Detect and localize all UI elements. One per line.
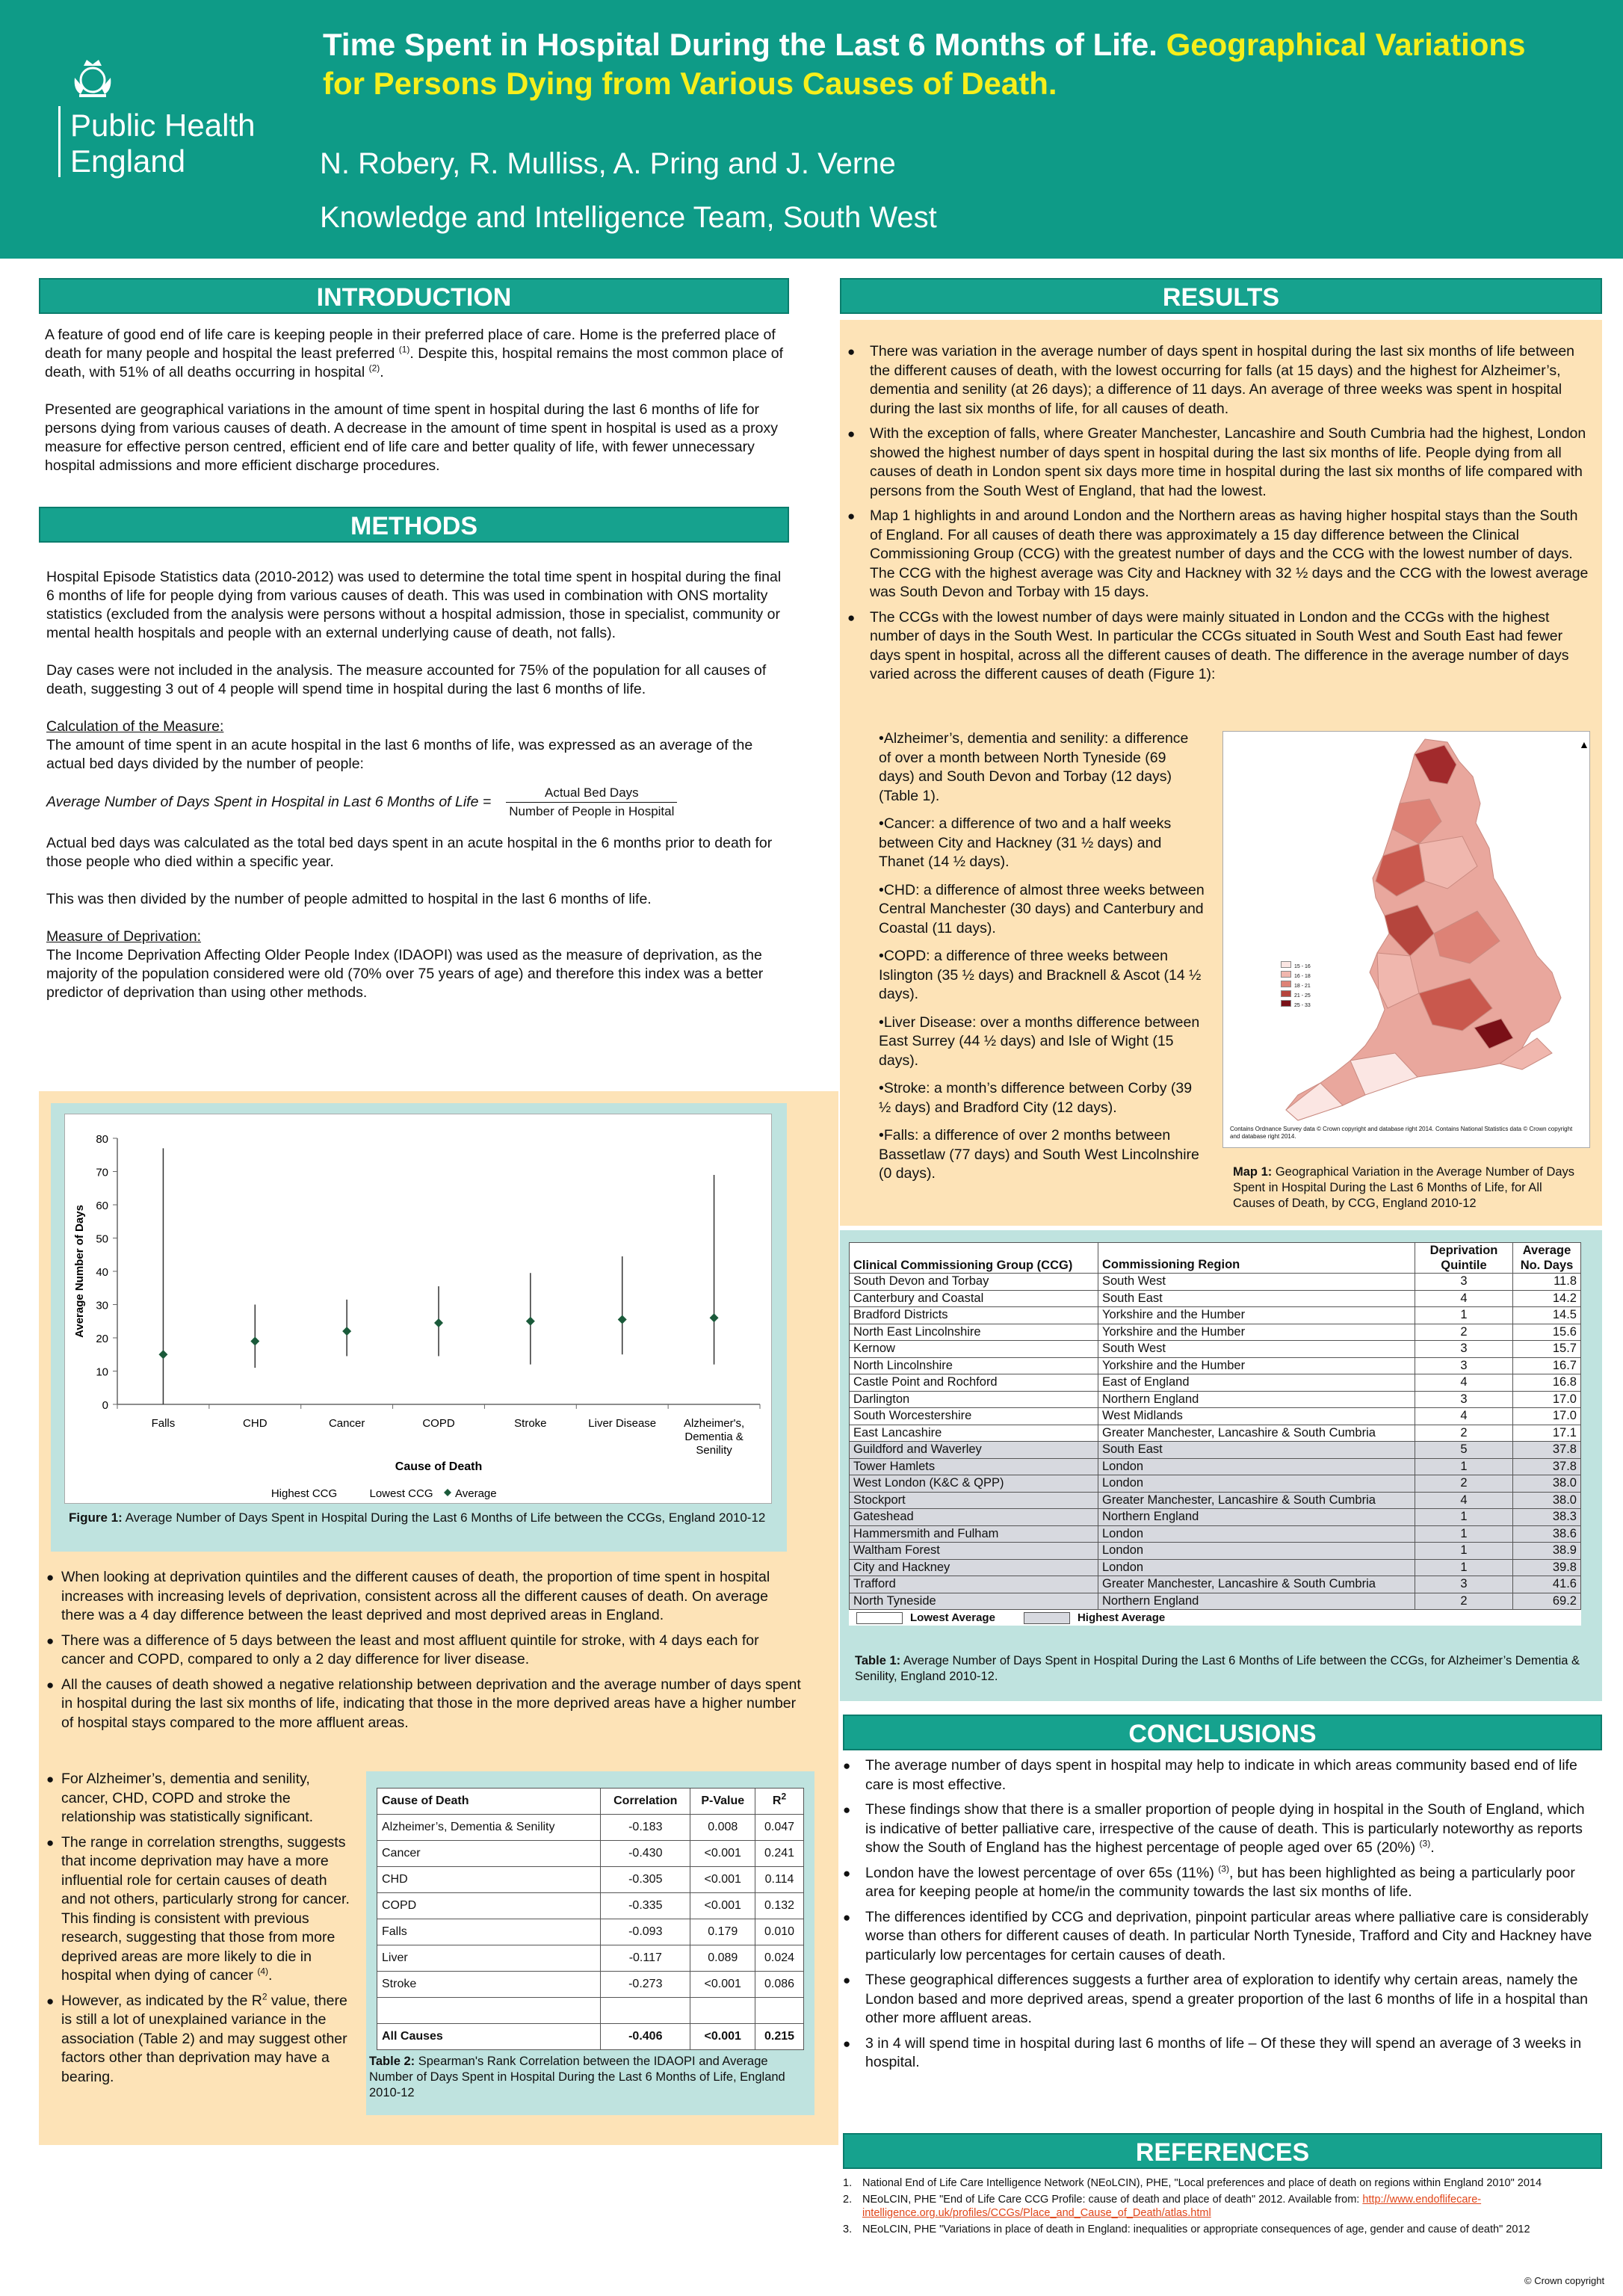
t1-region: Yorkshire and the Humber: [1098, 1307, 1415, 1324]
t1-quintile: 2: [1415, 1593, 1513, 1610]
conclusion-bullet: ● These geographical differences suggests a further area of exploration to identify why certain areas, namely the London based and more deprived areas, spend a greater proportion of the last 6 months of life in a hospital than other more affluent areas.: [840, 1971, 1595, 2028]
t1-days: 39.8: [1513, 1559, 1581, 1576]
x-tick-label: Falls: [151, 1417, 176, 1430]
map-legend: [1281, 961, 1341, 1010]
deprivation-heading: Measure of Deprivation:: [46, 928, 202, 945]
t2-r2: 0.241: [755, 1841, 804, 1867]
t2-header-cause: Cause of Death: [377, 1789, 601, 1815]
t1-days: 14.5: [1513, 1307, 1581, 1324]
table1-row: [850, 1341, 1581, 1358]
t1-quintile: 3: [1415, 1357, 1513, 1374]
t2-header-r2: $R^2$: [755, 1789, 804, 1815]
table1-row: [850, 1543, 1581, 1560]
t1-days: 14.2: [1513, 1290, 1581, 1307]
left-bullet: ● When looking at deprivation quintiles and the different causes of death, the proportion of time spent in hospital increases with increasing levels of deprivation, consistent across all the different causes of death. On average there was a 4 day difference between the least deprived and most deprived areas in England.: [54, 1568, 801, 1626]
table2-row: [377, 1919, 804, 1945]
t1-ccg: Canterbury and Coastal: [850, 1290, 1098, 1307]
t1-region: Greater Manchester, Lancashire & South Cumbria: [1098, 1425, 1415, 1442]
t2-r2: 0.010: [755, 1919, 804, 1945]
left-bullet: ● All the causes of death showed a negative relationship between deprivation and the average number of days spent in hospital during the last six months of life, indicating that those in the more deprived areas have a higher number of hospital stays compared to the more affluent areas.: [54, 1676, 801, 1733]
map-legend-item: 21 - 25: [1281, 990, 1341, 1000]
figure1-chart: [64, 1114, 772, 1504]
x-tick-label: Dementia &: [684, 1431, 744, 1443]
t1-days: 11.8: [1513, 1274, 1581, 1291]
table1-row: [850, 1492, 1581, 1509]
methods-heading: METHODS: [39, 507, 789, 543]
t2-cause: COPD: [377, 1893, 601, 1919]
t2-p: <0.001: [690, 1972, 755, 1998]
conclusion-bullet: ● These findings show that there is a smaller proportion of people dying in hospital in the South of England, which is indicative of better palliative care, irrespective of the cause of death. This is particularly noteworthy as reports show the South of England has the highest percentage of people aged over 65 (20%) $^{(3)}$.: [840, 1800, 1595, 1858]
table2-row: [377, 1972, 804, 1998]
results-bullets: [844, 342, 1592, 691]
t1-region: Northern England: [1098, 1509, 1415, 1526]
t1-ccg: Bradford Districts: [850, 1307, 1098, 1324]
t2-cause: Alzheimer’s, Dementia & Senility: [377, 1815, 601, 1841]
t1-quintile: 4: [1415, 1374, 1513, 1392]
t1-header-days: Average No. Days: [1513, 1243, 1581, 1274]
average-point: [250, 1336, 259, 1345]
t1-ccg: North East Lincolnshire: [850, 1324, 1098, 1341]
table1-row: [850, 1458, 1581, 1475]
t1-days: 15.7: [1513, 1341, 1581, 1358]
poster-title: [323, 25, 1593, 103]
map-caption: Map 1: Geographical Variation in the Average Number of Days Spent in Hospital During the Last 6 Months of Life, for All Causes of Death, by CCG, England 2010-12: [1233, 1165, 1575, 1210]
x-tick-label: CHD: [243, 1417, 268, 1430]
t1-quintile: 1: [1415, 1543, 1513, 1560]
y-tick-label: 10: [96, 1365, 108, 1379]
left-bullet-list: [54, 1568, 801, 1732]
t2-corr: -0.093: [601, 1919, 690, 1945]
left-narrow-bullets: [54, 1770, 353, 2093]
table1-row: [850, 1509, 1581, 1526]
t2-corr: -0.117: [601, 1945, 690, 1972]
table1-row: [850, 1274, 1581, 1291]
results-subitem: •Stroke: a month’s difference between Corby (39 ½ days) and Bradford City (12 days).: [879, 1080, 1193, 1116]
map-legend-item: 15 - 16: [1281, 961, 1341, 971]
t1-region: Greater Manchester, Lancashire & South Cumbria: [1098, 1492, 1415, 1509]
t1-days: 16.7: [1513, 1357, 1581, 1374]
reference-item: 1. National End of Life Care Intelligence Network (NEoLCIN), PHE, "Local preferences and place of death on regions within England 2010" 2014: [843, 2177, 1542, 2189]
t1-days: 16.8: [1513, 1374, 1581, 1392]
t1-quintile: 2: [1415, 1475, 1513, 1493]
t1-ccg: South Devon and Torbay: [850, 1274, 1098, 1291]
t1-days: 38.0: [1513, 1475, 1581, 1493]
table1-row: [850, 1307, 1581, 1324]
t1-ccg: Stockport: [850, 1492, 1098, 1509]
t2-p: 0.089: [690, 1945, 755, 1972]
t2-header-corr: Correlation: [601, 1789, 690, 1815]
y-tick-label: 20: [96, 1333, 108, 1345]
reference-item: 2. NEoLCIN, PHE "End of Life Care CCG Profile: cause of death and place of death" 2012. Available from: http://www.endoflifecare-intelligence.org.uk/profiles/CCGs/Place_and_Cause_of_Death/atlas.html: [843, 2194, 1482, 2219]
table1-row: [850, 1290, 1581, 1307]
t1-quintile: 1: [1415, 1458, 1513, 1475]
t1-ccg: West London (K&C & QPP): [850, 1475, 1098, 1493]
legend-highest-swatch: [1024, 1612, 1070, 1624]
reference-link[interactable]: http://www.endoflifecare-intelligence.org.uk/profiles/CCGs/Place_and_Cause_of_Death/atlas.html: [862, 2194, 1482, 2219]
t1-days: 17.1: [1513, 1425, 1581, 1442]
table1-row: [850, 1475, 1581, 1493]
legend-lowest: Lowest CCG: [369, 1487, 433, 1500]
t1-ccg: North Tyneside: [850, 1593, 1098, 1610]
results-subitem: •Falls: a difference of over 2 months between Bassetlaw (77 days) and South West Lincolnshire (0 days).: [879, 1127, 1199, 1182]
y-tick-label: 0: [102, 1399, 108, 1412]
results-subitem: •Liver Disease: over a months difference between East Surrey (44 ½ days) and Isle of Wight (15 days).: [879, 1013, 1200, 1069]
introduction-heading: INTRODUCTION: [39, 278, 789, 314]
conclusions-heading: CONCLUSIONS: [843, 1715, 1602, 1750]
average-point: [158, 1350, 167, 1359]
t1-region: Yorkshire and the Humber: [1098, 1357, 1415, 1374]
average-point: [710, 1313, 719, 1322]
t1-region: East of England: [1098, 1374, 1415, 1392]
svg-text:▲: ▲: [1579, 738, 1589, 750]
table1-row: [850, 1374, 1581, 1392]
average-point: [342, 1327, 351, 1336]
t2-cause: All Causes: [377, 2024, 601, 2050]
title-yellow-1: Geographical Variations: [1166, 27, 1526, 62]
table1-caption: Table 1: Average Number of Days Spent in Hospital During the Last 6 Months of Life between the CCGs, for Alzheimer’s Dementia & Senility, England 2010-12.: [855, 1654, 1580, 1683]
logo-text-2: England: [70, 144, 186, 179]
t1-quintile: 4: [1415, 1492, 1513, 1509]
t1-region: London: [1098, 1475, 1415, 1493]
t1-header-ccg: Clinical Commissioning Group (CCG): [850, 1243, 1098, 1274]
table1-legend: Lowest Average Highest Average: [849, 1610, 1581, 1626]
t1-quintile: 1: [1415, 1525, 1513, 1543]
narrow-bullet: ● However, as indicated by the $R^2$ value, there is still a lot of unexplained variance in the association (Table 2) and may suggest other factors other than deprivation may have a bearing.: [54, 1992, 353, 2087]
methods-text: Hospital Episode Statistics data (2010-2012) was used to determine the total time spent in hospital during the final 6 months of life for people dying from various causes of death. This was used in combination with ONS mortality statistics (excluded from the analysis were persons without a hospital admission, those in specialist, community or mental health hospitals and people with an external underlying cause of death, not falls). Day cases were not included in the analysis. The measure accounted for 75% of the population for all causes of death, suggesting 3 out of 4 people will spend time in hospital during the last 6 months of life. Calculation of the Measure: The amount of time spent in an acute hospital in the last 6 months of life, was expressed as an average of the actual bed days divided by the number of people: Average Number of Days Spent in Hospital in Last 6 Months of Life = Actual Bed Days Number of People in Hospital Actual bed days was calculated as the total bed days spent in an acute hospital in the 6 months prior to death for those people who died within a specific year. This was then divided by the number of people admitted to hospital in the last 6 months of life. Measure of Deprivation: The Income Deprivation Affecting Older People Index (IDAOPI) was used as the measure of deprivation, as the majority of the population considered were old (70% over 75 years of age) and therefore this index was a better predictor of deprivation than using other methods.: [46, 568, 786, 1002]
t2-r2: 0.215: [755, 2024, 804, 2050]
y-axis-title: Average Number of Days: [73, 1205, 86, 1338]
t1-quintile: 3: [1415, 1274, 1513, 1291]
team: Knowledge and Intelligence Team, South West: [320, 201, 937, 234]
t2-p: <0.001: [690, 1841, 755, 1867]
results-subitem: •CHD: a difference of almost three weeks between Central Manchester (30 days) and Canterbury and Coastal (11 days).: [879, 881, 1205, 936]
results-subitem: •COPD: a difference of three weeks between Islington (35 ½ days) and Bracknell & Ascot (14 ½ days).: [879, 948, 1202, 1002]
t2-r2: 0.132: [755, 1893, 804, 1919]
map-legend-swatch: [1281, 971, 1291, 978]
t2-p: 0.008: [690, 1815, 755, 1841]
t1-quintile: 2: [1415, 1324, 1513, 1341]
y-tick-label: 40: [96, 1266, 108, 1279]
t1-region: South East: [1098, 1442, 1415, 1459]
t2-corr: -0.335: [601, 1893, 690, 1919]
t2-p: <0.001: [690, 1867, 755, 1893]
t2-r2: 0.086: [755, 1972, 804, 1998]
table1-row: [850, 1324, 1581, 1341]
table1: [849, 1242, 1581, 1626]
phe-crest-icon: [70, 55, 115, 100]
x-tick-label: Alzheimer's,: [683, 1417, 745, 1430]
conclusions-bullets: [840, 1756, 1595, 2079]
england-map: [1223, 732, 1589, 1147]
narrow-bullet: ● The range in correlation strengths, suggests that income deprivation may have a more influential role for certain causes of death and not others, particularly strong for cancer. This finding is consistent with previous research, suggesting that those from more deprived areas are more likely to die in hospital when dying of cancer $^{(4)}$.: [54, 1833, 353, 1986]
t1-days: 15.6: [1513, 1324, 1581, 1341]
x-axis-title: Cause of Death: [395, 1460, 483, 1473]
t2-corr: -0.305: [601, 1867, 690, 1893]
table2-row: [377, 1893, 804, 1919]
t1-quintile: 1: [1415, 1307, 1513, 1324]
t1-header-region: Commissioning Region: [1098, 1243, 1415, 1274]
legend-lowest-swatch: [856, 1612, 903, 1624]
map-copyright: Contains Ordnance Survey data © Crown copyright and database right 2014. Contains National Statistics data © Crown copyright and database right 2014.: [1230, 1126, 1573, 1140]
t1-ccg: Kernow: [850, 1341, 1098, 1358]
introduction-text: A feature of good end of life care is keeping people in their preferred place of care. Home is the preferred place of death for many people and hospital the least preferred $^{(1)}$. Despite this, hospital remains the most common place of death, with 51% of all deaths occurring in hospital $^{(2)}$. Presented are geographical variations in the amount of time spent in hospital during the last 6 months of life for persons dying from various causes of death. A decrease in the amount of time spent in hospital is used as a proxy measure for effective person centred, efficient end of life care and better quality of life, with fewer unnecessary hospital admissions and more efficient discharge procedures.: [45, 327, 784, 474]
t2-r2: 0.047: [755, 1815, 804, 1841]
y-tick-label: 30: [96, 1299, 108, 1312]
t2-p: 0.179: [690, 1919, 755, 1945]
t2-corr: -0.183: [601, 1815, 690, 1841]
table2-row: [377, 1945, 804, 1972]
table2-row: [377, 1841, 804, 1867]
table2-total-row: [377, 2024, 804, 2050]
t1-days: 17.0: [1513, 1408, 1581, 1425]
t2-p: <0.001: [690, 2024, 755, 2050]
results-bullet: ● There was variation in the average number of days spent in hospital during the last six months of life between the different causes of death, with the lowest occurring for falls (at 15 days) and the highest for Alzheimer’s, dementia and senility (at 26 days); a difference of 11 days. An average of three weeks was spent in hospital during the last six months of life, for all causes of death.: [844, 342, 1592, 419]
footer-copyright: © Crown copyright: [1524, 2275, 1605, 2286]
table1-row: [850, 1391, 1581, 1408]
conclusion-bullet: ● The differences identified by CCG and deprivation, pinpoint particular areas where palliative care is considerably worse than others for different causes of death. In particular North Tyneside, Trafford and City and Hackney have particularly low percentages for certain causes of death.: [840, 1908, 1595, 1966]
t1-quintile: 5: [1415, 1442, 1513, 1459]
title-white: Time Spent in Hospital During the Last 6 Months of Life.: [323, 27, 1157, 62]
map-legend-swatch: [1281, 990, 1291, 997]
t2-r2: 0.114: [755, 1867, 804, 1893]
t1-days: 38.0: [1513, 1492, 1581, 1509]
map-legend-item: 25 - 33: [1281, 1000, 1341, 1010]
left-bullet: ● There was a difference of 5 days between the least and most affluent quintile for stroke, with 4 days each for cancer and COPD, compared to only a 2 day difference for liver disease.: [54, 1632, 801, 1670]
chart-svg: [65, 1114, 771, 1503]
y-tick-label: 50: [96, 1232, 108, 1246]
t1-ccg: Trafford: [850, 1576, 1098, 1593]
t2-corr: -0.430: [601, 1841, 690, 1867]
map-legend-swatch: [1281, 961, 1291, 968]
table1-row: [850, 1559, 1581, 1576]
x-tick-label: Liver Disease: [588, 1417, 657, 1430]
t2-cause: Falls: [377, 1919, 601, 1945]
table1-row: [850, 1408, 1581, 1425]
table2: [377, 1788, 804, 2050]
t1-days: 17.0: [1513, 1391, 1581, 1408]
t1-header-quintile: Deprivation Quintile: [1415, 1243, 1513, 1274]
map-legend-swatch: [1281, 981, 1291, 987]
table2-caption: Table 2: Spearman's Rank Correlation between the IDAOPI and Average Number of Days Spent in Hospital During the Last 6 Months of Life, England 2010-12: [369, 2055, 785, 2099]
t1-region: Northern England: [1098, 1593, 1415, 1610]
table1-row: [850, 1576, 1581, 1593]
results-subitems: [879, 729, 1205, 1193]
table1-row: [850, 1442, 1581, 1459]
narrow-bullet: ● For Alzheimer’s, dementia and senility, cancer, CHD, COPD and stroke the relationship was statistically significant.: [54, 1770, 353, 1827]
x-tick-label: Stroke: [514, 1417, 547, 1430]
table1-row: [850, 1357, 1581, 1374]
logo-text-1: Public Health: [70, 108, 256, 143]
t1-ccg: Castle Point and Rochford: [850, 1374, 1098, 1392]
y-tick-label: 80: [96, 1133, 108, 1146]
t1-region: London: [1098, 1543, 1415, 1560]
t1-region: London: [1098, 1525, 1415, 1543]
t1-ccg: Waltham Forest: [850, 1543, 1098, 1560]
authors: N. Robery, R. Mulliss, A. Pring and J. Verne: [320, 147, 896, 180]
calc-heading: Calculation of the Measure:: [46, 718, 224, 735]
t1-ccg: East Lancashire: [850, 1425, 1098, 1442]
t1-quintile: 1: [1415, 1559, 1513, 1576]
x-tick-label: Senility: [696, 1444, 732, 1457]
t1-ccg: Hammersmith and Fulham: [850, 1525, 1098, 1543]
conclusion-bullet: ● 3 in 4 will spend time in hospital during last 6 months of life – Of these they will spend an average of 3 weeks in hospital.: [840, 2034, 1595, 2073]
reference-item: 3. NEoLCIN, PHE "Variations in place of death in England: inequalities or appropriate consequences of age, gender and cause of death" 2012: [843, 2224, 1530, 2235]
table1-row: [850, 1525, 1581, 1543]
t1-region: Yorkshire and the Humber: [1098, 1324, 1415, 1341]
t1-ccg: Darlington: [850, 1391, 1098, 1408]
table1-row: [850, 1593, 1581, 1610]
conclusion-bullet: ● The average number of days spent in hospital may help to indicate in which areas community based end of life care is most effective.: [840, 1756, 1595, 1794]
figure1-caption: Figure 1: Average Number of Days Spent in Hospital During the Last 6 Months of Life between the CCGs, England 2010-12: [69, 1510, 766, 1525]
t2-cause: CHD: [377, 1867, 601, 1893]
average-point: [618, 1315, 627, 1324]
t1-days: 38.9: [1513, 1543, 1581, 1560]
t1-quintile: 2: [1415, 1425, 1513, 1442]
legend-average: Average: [455, 1487, 497, 1500]
results-bullet: ● Map 1 highlights in and around London and the Northern areas as having higher hospital stays than the South of England. For all causes of death there was approximately a 15 day difference between the Clinical Commissioning Group (CCG) with the greatest number of days and the CCG with the lowest number of days. The CCG with the highest average was City and Hackney with 32 ½ days and the CCG with the lowest average was South Devon and Torbay with 15 days.: [844, 507, 1592, 602]
t2-header-p: P-Value: [690, 1789, 755, 1815]
t2-cause: Liver: [377, 1945, 601, 1972]
t2-corr: -0.273: [601, 1972, 690, 1998]
formula: Average Number of Days Spent in Hospital in Last 6 Months of Life = Actual Bed Days Number of People in Hospital: [46, 784, 786, 821]
legend-average-marker: [444, 1489, 451, 1496]
t1-region: Greater Manchester, Lancashire & South Cumbria: [1098, 1576, 1415, 1593]
table2-row: [377, 1815, 804, 1841]
map-frame: [1222, 731, 1590, 1148]
t1-days: 37.8: [1513, 1458, 1581, 1475]
average-point: [434, 1318, 443, 1327]
t1-quintile: 3: [1415, 1341, 1513, 1358]
results-bullet: ● With the exception of falls, where Greater Manchester, Lancashire and South Cumbria had the highest, London showed the highest number of days spent in hospital during the last six months of life. People dying from all causes of death in London spent six days more time in hospital during the last six months of life compared with persons from the South West of England, that had the lowest.: [844, 425, 1592, 501]
t1-days: 41.6: [1513, 1576, 1581, 1593]
x-tick-label: Cancer: [328, 1417, 365, 1430]
left-bullets: [54, 1568, 801, 1738]
conclusion-bullet: ● London have the lowest percentage of over 65s (11%) $^{(3)}$, but has been highlighted as being a particularly poor area for keeping people at home/in the community towards the last six months of life.: [840, 1864, 1595, 1902]
t1-ccg: Guildford and Waverley: [850, 1442, 1098, 1459]
t1-ccg: Gateshead: [850, 1509, 1098, 1526]
t1-days: 38.3: [1513, 1509, 1581, 1526]
t2-r2: 0.024: [755, 1945, 804, 1972]
references-heading: REFERENCES: [843, 2133, 1602, 2169]
t1-days: 69.2: [1513, 1593, 1581, 1610]
t2-p: <0.001: [690, 1893, 755, 1919]
references-list: [843, 2176, 1590, 2236]
table2-row: [377, 1867, 804, 1893]
t1-quintile: 3: [1415, 1576, 1513, 1593]
y-tick-label: 60: [96, 1200, 108, 1212]
t2-corr: -0.406: [601, 2024, 690, 2050]
t1-ccg: City and Hackney: [850, 1559, 1098, 1576]
t1-region: London: [1098, 1458, 1415, 1475]
t1-quintile: 4: [1415, 1290, 1513, 1307]
t2-cause: Cancer: [377, 1841, 601, 1867]
y-tick-label: 70: [96, 1166, 108, 1179]
x-tick-label: COPD: [422, 1417, 455, 1430]
results-subitem: •Cancer: a difference of two and a half weeks between City and Hackney (31 ½ days) and Thanet (14 ½ days).: [879, 815, 1172, 870]
t1-region: South West: [1098, 1341, 1415, 1358]
t1-ccg: Tower Hamlets: [850, 1458, 1098, 1475]
t1-region: Northern England: [1098, 1391, 1415, 1408]
table1-row: [850, 1425, 1581, 1442]
t1-days: 38.6: [1513, 1525, 1581, 1543]
results-heading: RESULTS: [840, 278, 1602, 314]
map-legend-item: 16 - 18: [1281, 971, 1341, 981]
logo-divider: [58, 106, 61, 177]
t2-cause: Stroke: [377, 1972, 601, 1998]
t1-region: South West: [1098, 1274, 1415, 1291]
map-legend-swatch: [1281, 1000, 1291, 1007]
t1-ccg: North Lincolnshire: [850, 1357, 1098, 1374]
t1-region: South East: [1098, 1290, 1415, 1307]
results-bullet: ● The CCGs with the lowest number of days were mainly situated in London and the CCGs with the highest number of days in the South West. In particular the CCGs situated in South West and South East had fewer days spent in hospital, across all the different causes of death. The difference in the average number of days varied across the different causes of death (Figure 1):: [844, 608, 1592, 685]
map-legend-item: 18 - 21: [1281, 981, 1341, 990]
average-point: [526, 1317, 535, 1326]
title-yellow-2: for Persons Dying from Various Causes of Death.: [323, 66, 1057, 101]
results-subitem: •Alzheimer’s, dementia and senility: a difference of over a month between North Tyneside (69 days) and South Devon and Torbay (12 days) (Table 1).: [879, 730, 1189, 804]
t1-days: 37.8: [1513, 1442, 1581, 1459]
t1-region: London: [1098, 1559, 1415, 1576]
t1-ccg: South Worcestershire: [850, 1408, 1098, 1425]
t1-region: West Midlands: [1098, 1408, 1415, 1425]
t1-quintile: 3: [1415, 1391, 1513, 1408]
legend-highest: Highest CCG: [270, 1487, 338, 1500]
t1-quintile: 4: [1415, 1408, 1513, 1425]
t1-quintile: 1: [1415, 1509, 1513, 1526]
